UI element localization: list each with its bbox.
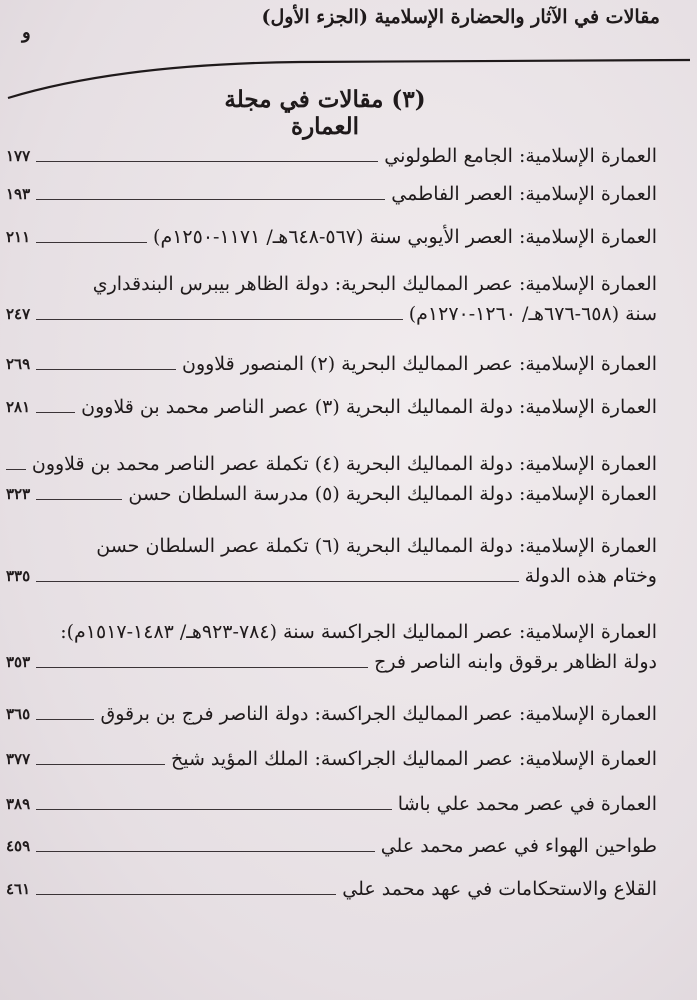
toc-entry[interactable] xyxy=(6,450,657,476)
dot-leader xyxy=(36,763,165,765)
entry-title: العمارة الإسلامية: عصر المماليك الجراكسة سنة (٧٨٤-٩٢٣هـ/ ١٤٨٣-١٥١٧م): xyxy=(60,621,657,643)
dot-leader xyxy=(36,318,403,320)
entry-page-number: ٣٥٣ xyxy=(6,653,31,671)
entry-title: العمارة في عصر محمد علي باشا xyxy=(397,793,657,815)
dot-leader xyxy=(36,893,336,895)
entry-title: العمارة الإسلامية: عصر المماليك الجراكسة: دولة الناصر فرج بن برقوق xyxy=(100,703,657,725)
section-title: (٣) مقالات في مجلة العمارة xyxy=(224,86,426,140)
entry-page-number: ٤٥٩ xyxy=(6,837,31,855)
entry-title: العمارة الإسلامية: دولة المماليك البحرية (٥) مدرسة السلطان حسن xyxy=(128,483,657,505)
entry-title: القلاع والاستحكامات في عهد محمد علي xyxy=(342,878,657,900)
entry-page-number: ٣٧٧ xyxy=(6,750,31,768)
entry-title: العمارة الإسلامية: العصر الفاطمي xyxy=(391,183,657,205)
entry-title-continued: سنة (٦٥٨-٦٧٦هـ/ ١٢٦٠-١٢٧٠م) xyxy=(408,303,657,325)
dot-leader xyxy=(36,241,147,243)
entry-page-number: ٣٢٣ xyxy=(6,485,31,503)
entry-title: العمارة الإسلامية: دولة المماليك البحرية (٤) تكملة عصر الناصر محمد بن قلاوون xyxy=(31,453,657,475)
toc-entry[interactable] xyxy=(6,393,657,419)
entry-page-number: ٢١١ xyxy=(6,228,31,246)
entry-page-number: ٢٨١ xyxy=(6,398,31,416)
dot-leader xyxy=(36,850,375,852)
entry-page-number: ٣٦٥ xyxy=(6,705,31,723)
entry-page-number: ١٩٣ xyxy=(6,185,31,203)
toc-entry[interactable] xyxy=(6,142,657,168)
dot-leader xyxy=(36,411,75,413)
entry-page-number: ٢٦٩ xyxy=(6,355,31,373)
dot-leader xyxy=(36,808,392,810)
dot-leader xyxy=(36,718,94,720)
toc-entry[interactable] xyxy=(6,223,657,249)
running-head: مقالات في الآثار والحضارة الإسلامية (الجزء الأول) xyxy=(261,6,660,28)
entry-title: العمارة الإسلامية: دولة المماليك البحرية (٣) عصر الناصر محمد بن قلاوون xyxy=(81,396,657,418)
toc-entry[interactable] xyxy=(6,875,657,901)
dot-leader xyxy=(36,368,176,370)
toc-entry[interactable] xyxy=(6,180,657,206)
toc-entry[interactable] xyxy=(6,832,657,858)
dot-leader xyxy=(6,468,26,470)
entry-title: العمارة الإسلامية: الجامع الطولوني xyxy=(384,145,657,167)
entry-title: العمارة الإسلامية: عصر المماليك الجراكسة: الملك المؤيد شيخ xyxy=(170,748,657,770)
dot-leader xyxy=(36,498,122,500)
entry-title: العمارة الإسلامية: عصر المماليك البحرية: دولة الظاهر بيبرس البندقداري xyxy=(92,273,657,295)
toc-entry[interactable] xyxy=(6,700,657,726)
entry-page-number: ٣٣٥ xyxy=(6,567,31,585)
entry-page-number: ٢٤٧ xyxy=(6,305,31,323)
entry-title-continued: دولة الظاهر برقوق وابنه الناصر فرج xyxy=(374,651,657,673)
toc-entry[interactable] xyxy=(6,745,657,771)
toc-entry[interactable] xyxy=(6,620,657,674)
entry-title: العمارة الإسلامية: العصر الأيوبي سنة (٥٦٧-٦٤٨هـ/ ١١٧١-١٢٥٠م) xyxy=(153,226,657,248)
dot-leader xyxy=(36,160,378,162)
dot-leader xyxy=(36,198,385,200)
entry-page-number: ٤٦١ xyxy=(6,880,31,898)
entry-page-number: ١٧٧ xyxy=(6,147,31,165)
entry-title-continued: وختام هذه الدولة xyxy=(524,565,657,587)
entry-title: العمارة الإسلامية: دولة المماليك البحرية (٦) تكملة عصر السلطان حسن xyxy=(96,535,657,557)
entry-title: العمارة الإسلامية: عصر المماليك البحرية (٢) المنصور قلاوون xyxy=(182,353,657,375)
toc-entry[interactable] xyxy=(6,790,657,816)
dot-leader xyxy=(36,580,518,582)
toc-entry[interactable] xyxy=(6,350,657,376)
toc-entry[interactable] xyxy=(6,480,657,506)
page-number: و xyxy=(22,22,31,43)
toc-entry[interactable] xyxy=(6,534,657,588)
entry-title: طواحين الهواء في عصر محمد علي xyxy=(380,835,657,857)
entry-page-number: ٣٨٩ xyxy=(6,795,31,813)
dot-leader xyxy=(36,666,368,668)
toc-entry[interactable] xyxy=(6,272,657,326)
